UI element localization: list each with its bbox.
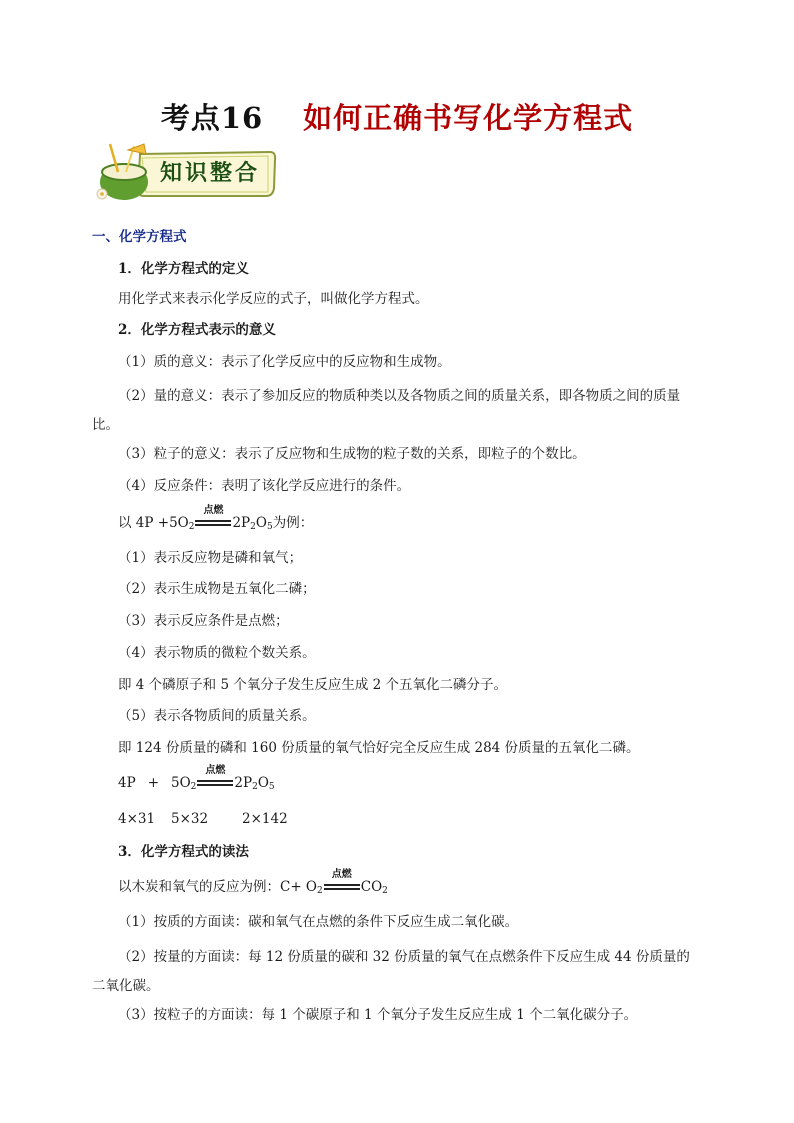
subsection-heading: 3．化学方程式的读法 <box>118 844 249 860</box>
reading-item: （1）按质的方面读：碳和氧气在点燃的条件下反应生成二氧化碳。 <box>118 914 519 930</box>
topic-number: 考点16 <box>160 101 264 135</box>
list-item-detail: 即 4 个磷原子和 5 个氧分子发生反应生成 2 个五氧化二磷分子。 <box>118 677 508 693</box>
list-item: （4）表示物质的微粒个数关系。 <box>118 645 316 661</box>
knowledge-badge <box>92 140 278 204</box>
reaction-arrow: 点燃 <box>324 882 360 892</box>
mass-value: 2×142 <box>242 811 288 827</box>
subsection-heading: 2．化学方程式表示的意义 <box>118 322 276 338</box>
definition-text: 用化学式来表示化学反应的式子，叫做化学方程式。 <box>118 291 429 307</box>
meaning-item: （1）质的意义：表示了化学反应中的反应物和生成物。 <box>118 354 451 370</box>
mass-value: 4×31 <box>118 811 156 827</box>
list-item: （2）表示生成物是五氧化二磷； <box>118 581 316 597</box>
reading-item: （2）按量的方面读：每 12 份质量的碳和 32 份质量的氧气在点燃条件下反应生成 44 份质量的二氧化碳。 <box>92 949 690 994</box>
mass-value: 5×32 <box>171 811 209 827</box>
page-title <box>0 96 794 137</box>
list-item: （5）表示各物质间的质量关系。 <box>118 708 316 724</box>
reaction-arrow: 点燃 <box>195 518 231 528</box>
reaction-arrow: 点燃 <box>197 778 233 788</box>
meaning-item: （4）反应条件：表明了该化学反应进行的条件。 <box>118 478 411 494</box>
list-item-detail: 即 124 份质量的磷和 160 份质量的氧气恰好完全反应生成 284 份质量的五氧化二磷。 <box>118 740 640 756</box>
meaning-item: （3）粒子的意义：表示了反应物和生成物的粒子数的关系，即粒子的个数比。 <box>118 446 586 462</box>
section-heading: 一、化学方程式 <box>92 229 187 245</box>
list-item: （1）表示反应物是磷和氧气； <box>118 550 303 566</box>
topic-title: 如何正确书写化学方程式 <box>303 101 634 135</box>
list-item: （3）表示反应条件是点燃； <box>118 613 289 629</box>
meaning-item: （2）量的意义：表示了参加反应的物质种类以及各物质之间的质量关系，即各物质之间的质量比。 <box>92 388 681 433</box>
example-equation: 以木炭和氧气的反应为例：$C+ O_2$ 点燃 $CO_2$ <box>118 869 388 896</box>
example-equation: 以 $4P +5O_2$ 点燃 $2P_2O_5$为例： <box>118 505 314 532</box>
subsection-heading: 1．化学方程式的定义 <box>118 261 249 277</box>
badge-label: 知识整合 <box>159 160 260 186</box>
mass-equation: $4P + 5O_2$ 点燃 $2P_2O_5$ <box>118 765 275 792</box>
reading-item: （3）按粒子的方面读：每 1 个碳原子和 1 个氧分子发生反应生成 1 个二氧化碳分子。 <box>118 1007 638 1023</box>
